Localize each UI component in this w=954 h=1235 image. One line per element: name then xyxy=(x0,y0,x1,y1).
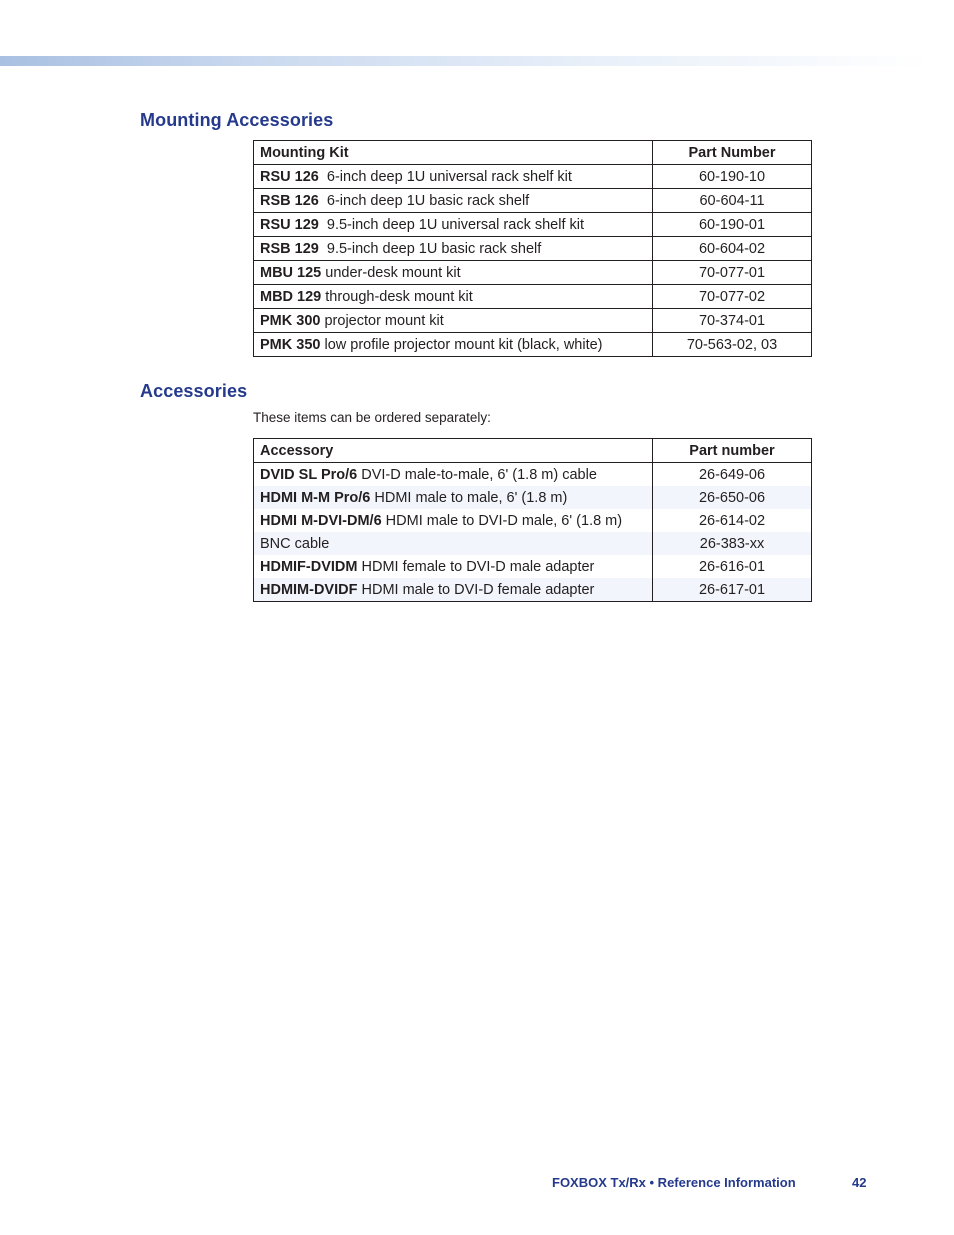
table-row xyxy=(254,509,812,532)
item-cell xyxy=(254,309,653,333)
part-name: PMK 300 xyxy=(260,312,321,329)
item-cell xyxy=(254,189,653,213)
part-description: 9.5-inch deep 1U universal rack shelf kit xyxy=(318,216,584,233)
part-name: RSU 126 xyxy=(260,168,319,185)
part-number-cell: 26-614-02 xyxy=(698,512,766,529)
table-row xyxy=(254,532,812,555)
part-description: low profile projector mount kit (black, white) xyxy=(320,336,603,353)
part-number-cell: 70-374-01 xyxy=(653,309,812,333)
table-row xyxy=(254,261,812,285)
part-description: 6-inch deep 1U basic rack shelf xyxy=(318,192,530,209)
part-name: RSB 126 xyxy=(260,192,319,209)
part-number-cell: 26-616-01 xyxy=(698,558,766,575)
item-cell xyxy=(254,578,653,602)
table-row xyxy=(254,333,812,357)
part-number-cell: 60-604-02 xyxy=(653,237,812,261)
part-number-cell: 26-617-01 xyxy=(653,578,812,602)
part-name: HDMI M-DVI-DM/6 xyxy=(260,512,382,529)
part-name: RSB 129 xyxy=(260,240,319,257)
table-row xyxy=(254,309,812,333)
part-number-cell: 70-077-01 xyxy=(653,261,812,285)
part-number-cell: 60-604-11 xyxy=(653,189,812,213)
part-name: PMK 350 xyxy=(260,336,321,353)
part-number-cell: 26-650-06 xyxy=(653,486,812,509)
table-header-row xyxy=(254,141,812,165)
column-header-part-number: Part Number xyxy=(653,141,812,165)
part-name: DVID SL Pro/6 xyxy=(260,466,358,483)
part-number-cell: 26-649-06 xyxy=(698,466,766,483)
page-number: 42 xyxy=(852,1175,867,1190)
part-number-cell: 60-190-10 xyxy=(653,165,812,189)
accessories-table xyxy=(253,438,812,602)
part-name: MBD 129 xyxy=(260,288,322,305)
part-name: MBU 125 xyxy=(260,264,322,281)
part-description: under-desk mount kit xyxy=(321,264,461,281)
item-cell xyxy=(254,333,653,357)
part-description: HDMI male to DVI-D male, 6' (1.8 m) xyxy=(381,512,623,529)
part-number-cell: 26-383-xx xyxy=(653,532,812,555)
table-row xyxy=(254,213,812,237)
part-number-cell: 70-077-02 xyxy=(653,285,812,309)
item-cell xyxy=(254,285,653,309)
part-description: 9.5-inch deep 1U basic rack shelf xyxy=(318,240,542,257)
part-name: RSU 129 xyxy=(260,216,319,233)
part-name: HDMIM-DVIDF xyxy=(260,581,358,598)
part-description: HDMI male to DVI-D female adapter xyxy=(357,581,595,598)
mounting-accessories-heading: Mounting Accessories xyxy=(140,110,334,130)
item-cell xyxy=(254,509,653,532)
item-cell xyxy=(254,213,653,237)
part-number-cell: 60-190-01 xyxy=(653,213,812,237)
part-name: HDMI M-M Pro/6 xyxy=(260,489,371,506)
column-header-part-number: Part number xyxy=(653,439,812,463)
table-row xyxy=(254,285,812,309)
header-color-band xyxy=(0,56,930,66)
column-header-accessory: Accessory xyxy=(254,439,653,463)
accessories-intro: These items can be ordered separately: xyxy=(253,410,491,425)
part-name: HDMIF-DVIDM xyxy=(260,558,358,575)
accessories-rows xyxy=(254,463,812,602)
part-description: through-desk mount kit xyxy=(321,288,473,305)
part-description: DVI-D male-to-male, 6' (1.8 m) cable xyxy=(357,466,597,483)
item-cell xyxy=(254,486,653,509)
part-description: projector mount kit xyxy=(320,312,444,329)
part-description: 6-inch deep 1U universal rack shelf kit xyxy=(318,168,572,185)
mounting-kit-table xyxy=(253,140,812,357)
table-row xyxy=(254,463,812,487)
item-cell xyxy=(254,532,653,555)
table-row xyxy=(254,189,812,213)
item-cell xyxy=(254,261,653,285)
table-row xyxy=(254,165,812,189)
footer-title: FOXBOX Tx/Rx • Reference Information xyxy=(552,1175,796,1190)
part-description: BNC cable xyxy=(260,535,330,552)
part-description: HDMI male to male, 6' (1.8 m) xyxy=(370,489,568,506)
accessories-heading: Accessories xyxy=(140,381,248,401)
table-row xyxy=(254,486,812,509)
table-row xyxy=(254,578,812,602)
table-row xyxy=(254,237,812,261)
item-cell xyxy=(254,165,653,189)
table-row xyxy=(254,555,812,578)
item-cell xyxy=(254,463,653,487)
item-cell xyxy=(254,555,653,578)
item-cell xyxy=(254,237,653,261)
part-description: HDMI female to DVI-D male adapter xyxy=(357,558,595,575)
part-number-cell: 70-563-02, 03 xyxy=(686,336,778,353)
mounting-kit-rows xyxy=(254,165,812,357)
table-header-row xyxy=(254,439,812,463)
column-header-mounting-kit: Mounting Kit xyxy=(254,141,653,165)
